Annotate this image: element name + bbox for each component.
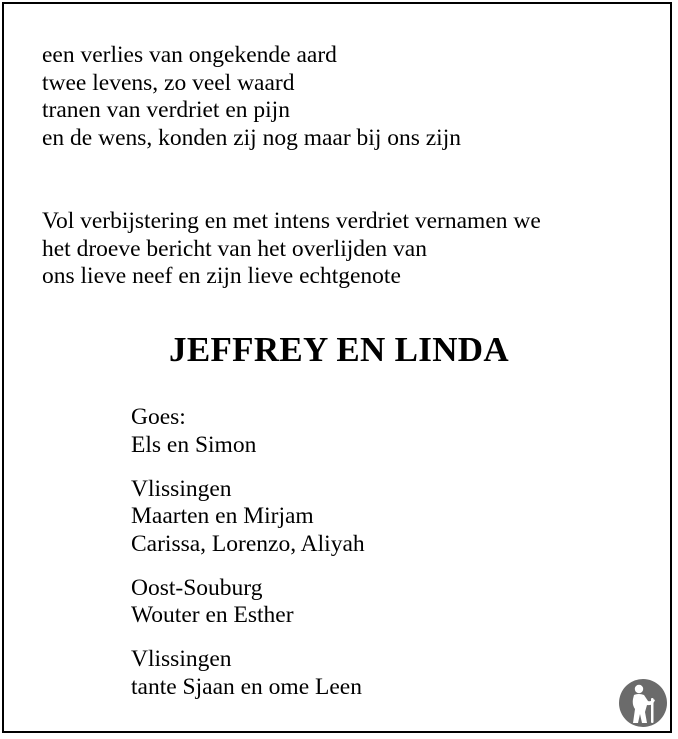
poem-line: een verlies van ongekende aard [42,42,337,68]
family-members: Maarten en Mirjam [131,503,314,529]
family-place: Vlissingen [131,646,232,672]
poem-line: twee levens, zo veel waard [42,69,295,96]
intro-line: ons lieve neef en zijn lieve echtgenote [42,263,401,289]
family-members: Carissa, Lorenzo, Aliyah [131,530,365,557]
family-place: Goes: [131,404,186,430]
deceased-names: JEFFREY EN LINDA [169,330,509,369]
family-group [131,476,365,559]
intro-text [42,208,541,291]
poem-line: tranen van verdriet en pijn [42,97,290,123]
family-members: Wouter en Esther [131,602,294,628]
family-members: tante Sjaan en ome Leen [131,673,362,700]
family-group [131,404,365,459]
family-list [131,404,365,718]
family-place: Oost-Souburg [131,574,263,601]
intro-line: het droeve bericht van het overlijden van [42,235,427,262]
family-place: Vlissingen [131,475,232,502]
family-members: Els en Simon [131,431,257,458]
family-group [131,575,365,630]
memorial-figure-icon [618,678,668,728]
poem-line: en de wens, konden zij nog maar bij ons zijn [42,124,461,151]
intro-line: Vol verbijstering en met intens verdriet vernamen we [42,208,541,234]
poem [42,42,461,152]
family-group [131,646,365,701]
